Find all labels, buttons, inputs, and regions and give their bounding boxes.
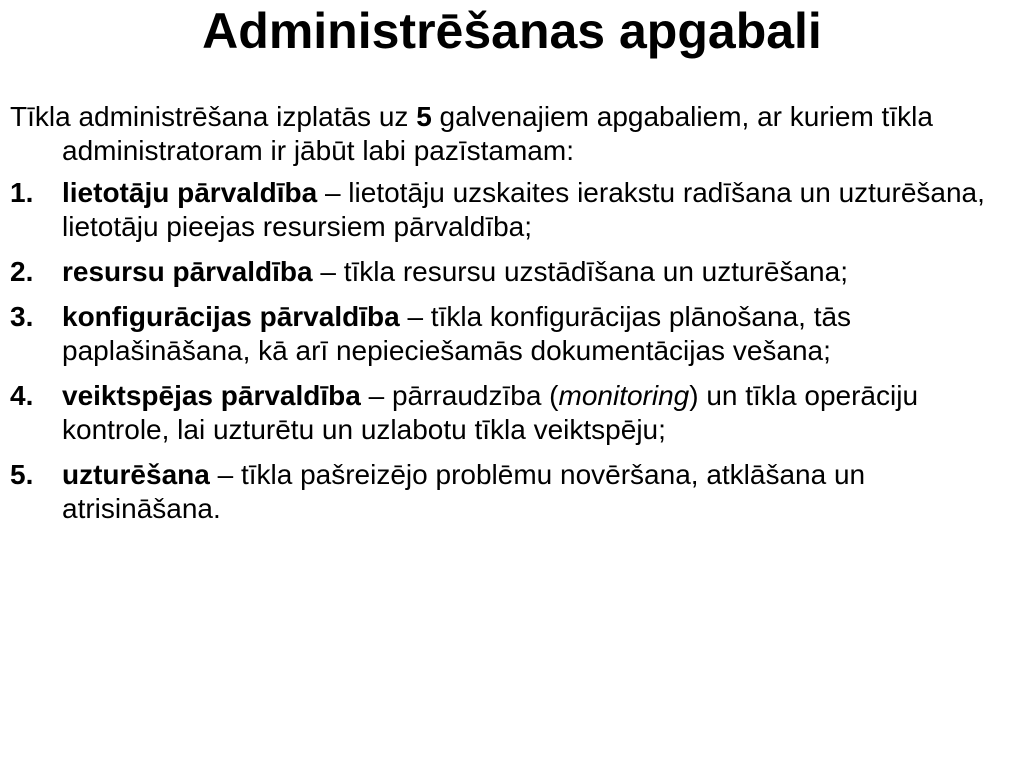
areas-list: [10, 176, 1006, 526]
intro-count: 5: [416, 101, 432, 132]
list-item-performance-management: [10, 379, 1006, 447]
list-item-description: – tīkla resursu uzstādīšana un uzturēšana;: [312, 256, 848, 287]
list-item-description-before: – pārraudzība (: [360, 380, 559, 411]
list-item-resource-management: [10, 255, 1006, 289]
list-item-term: uzturēšana: [62, 459, 210, 490]
list-item-description: – tīkla pašreizējo problēmu novēršana, atklāšana un atrisināšana.: [62, 459, 866, 524]
list-item-configuration-management: [10, 300, 1006, 368]
list-item-term: konfigurācijas pārvaldība: [62, 301, 400, 332]
list-item-number: 2.: [10, 256, 34, 287]
intro-text-before: Tīkla administrēšana izplatās uz: [10, 101, 417, 132]
list-item-description: – tīkla konfigurācijas plānošana, tās paplašināšana, kā arī nepieciešamās dokumentācijas vešana;: [62, 301, 852, 366]
list-item-number: 5.: [10, 459, 34, 490]
list-item-term: lietotāju pārvaldība: [62, 177, 318, 208]
list-item-user-management: [10, 176, 1006, 244]
list-item-description-after: ) un tīkla operāciju kontrole, lai uzturētu un uzlabotu tīkla veiktspēju;: [62, 380, 919, 445]
list-item-number: 4.: [10, 380, 34, 411]
slide-title: Administrēšanas apgabali: [202, 3, 822, 59]
intro-text-after: galvenajiem apgabaliem, ar kuriem tīkla administratoram ir jābūt labi pazīstamam:: [62, 101, 933, 166]
list-item-description: – lietotāju uzskaites ierakstu radīšana un uzturēšana, lietotāju pieejas resursiem pārvaldība;: [62, 177, 985, 242]
list-item-emphasis: monitoring: [558, 380, 690, 411]
list-item-term: veiktspējas pārvaldība: [62, 380, 361, 411]
list-item-number: 1.: [10, 177, 34, 208]
list-item-maintenance: [10, 458, 1006, 526]
list-item-term: resursu pārvaldība: [62, 256, 313, 287]
intro-paragraph: [10, 100, 1002, 168]
list-item-number: 3.: [10, 301, 34, 332]
